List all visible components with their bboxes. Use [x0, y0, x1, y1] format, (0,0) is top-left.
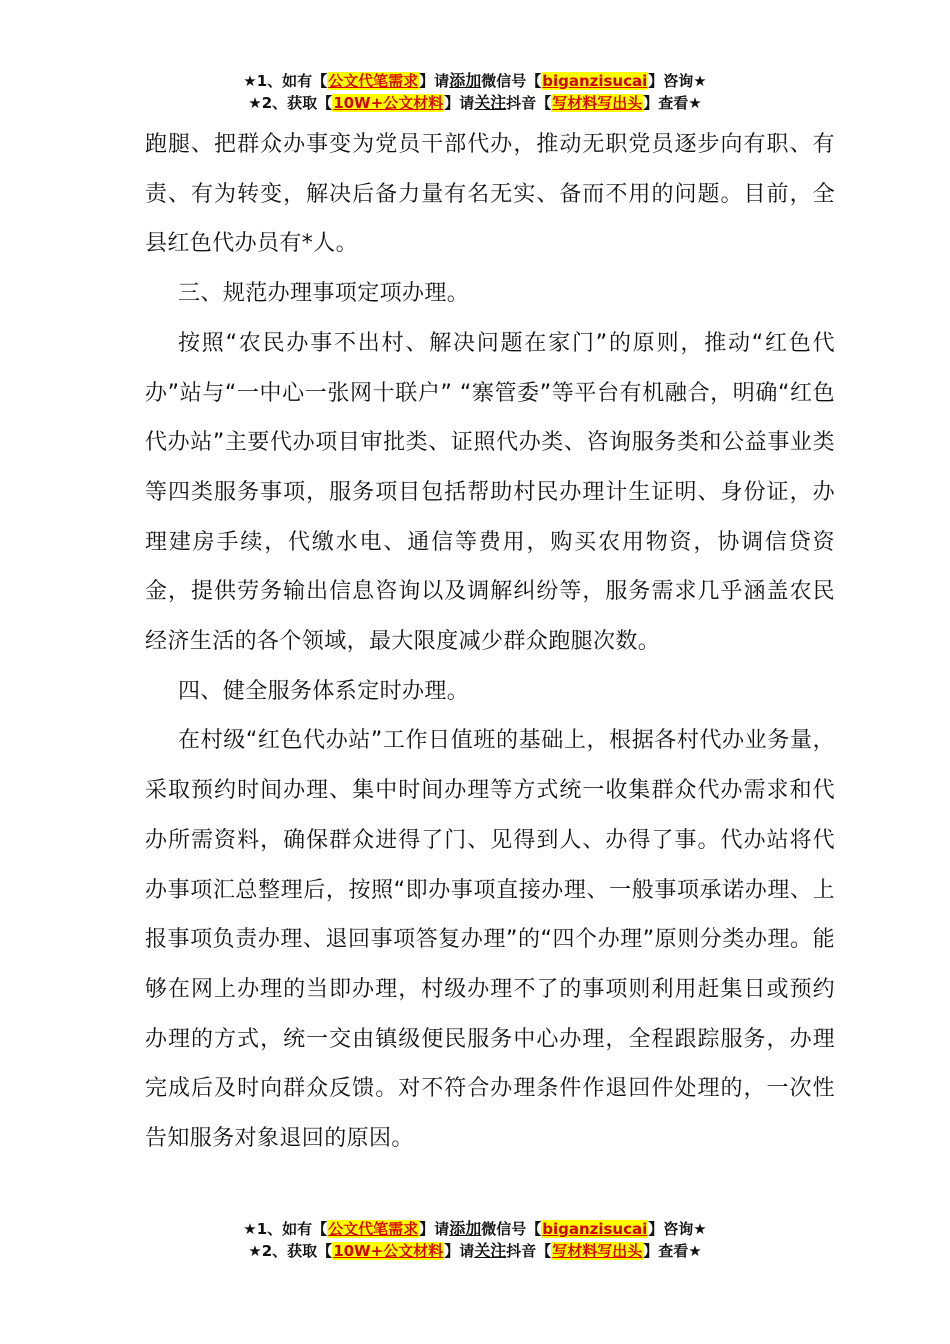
header-banner	[0, 70, 950, 114]
banner-prefix: ★2、获取【	[248, 94, 333, 112]
banner-text: 微信号【	[481, 72, 542, 90]
banner-text: 】请	[419, 72, 450, 90]
banner-line-1	[0, 70, 950, 92]
banner-text: 】请	[444, 1242, 475, 1260]
highlight-douyin-account: 写材料写出头	[552, 94, 643, 112]
paragraph: 按照“农民办事不出村、解决问题在家门”的原则，推动“红色代办”站与“一中心一张网十联户” “寨管委”等平台有机融合，明确“红色代办站”主要代办项目审批类、证照代办类、咨询服务类和公益事业类等四类服务事项，服务项目包括帮助村民办理计生证明、身份证，办理建房手续，代缴水电、通信等费用，购买农用物资，协调信贷资金，提供劳务输出信息咨询以及调解纠纷等，服务需求几乎涵盖农民经济生活的各个领域，最大限度减少群众跑腿次数。	[145, 330, 835, 655]
highlight-douyin-account: 写材料写出头	[552, 1242, 643, 1260]
banner-line-2	[0, 1240, 950, 1262]
banner-suffix: 】查看★	[643, 94, 702, 112]
banner-suffix: 】咨询★	[648, 1220, 707, 1238]
section-heading: 三、规范办理事项定项办理。	[178, 281, 470, 307]
highlight-service: 公文代笔需求	[328, 1220, 419, 1238]
highlight-service: 公文代笔需求	[328, 72, 419, 90]
banner-text: 】请	[444, 94, 475, 112]
banner-emphasis: 添加	[449, 1219, 482, 1238]
banner-emphasis: 关注	[474, 1241, 507, 1260]
footer-banner	[0, 1218, 950, 1262]
banner-text: 微信号【	[481, 1220, 542, 1238]
highlight-wechat-id: biganzisucai	[542, 1220, 648, 1238]
banner-suffix: 】咨询★	[648, 72, 707, 90]
paragraph: 跑腿、把群众办事变为党员干部代办，推动无职党员逐步向有职、有责、有为转变，解决后备力量有名无实、备而不用的问题。目前，全县红色代办员有*人。	[145, 132, 835, 257]
highlight-wechat-id: biganzisucai	[542, 72, 648, 90]
banner-text: 】请	[419, 1220, 450, 1238]
banner-prefix: ★2、获取【	[248, 1242, 333, 1260]
banner-line-1	[0, 1218, 950, 1240]
section-heading: 四、健全服务体系定时办理。	[178, 678, 470, 704]
banner-suffix: 】查看★	[643, 1242, 702, 1260]
highlight-materials: 10W+公文材料	[333, 94, 444, 112]
highlight-materials: 10W+公文材料	[333, 1242, 444, 1260]
banner-line-2	[0, 92, 950, 114]
banner-emphasis: 添加	[449, 71, 482, 90]
paragraph: 在村级“红色代办站”工作日值班的基础上，根据各村代办业务量，采取预约时间办理、集中时间办理等方式统一收集群众代办需求和代办所需资料，确保群众进得了门、见得到人、办得了事。代办站将代办事项汇总整理后，按照“即办事项直接办理、一般事项承诺办理、上报事项负责办理、退回事项答复办理”的“四个办理”原则分类办理。能够在网上办理的当即办理，村级办理不了的事项则利用赶集日或预约办理的方式，统一交由镇级便民服务中心办理，全程跟踪服务，办理完成后及时向群众反馈。对不符合办理条件作退回件处理的，一次性告知服务对象退回的原因。	[145, 728, 835, 1152]
banner-prefix: ★1、如有【	[243, 72, 328, 90]
banner-text: 抖音【	[506, 1242, 552, 1260]
banner-text: 抖音【	[506, 94, 552, 112]
banner-prefix: ★1、如有【	[243, 1220, 328, 1238]
banner-emphasis: 关注	[474, 93, 507, 112]
document-body	[145, 120, 835, 1164]
